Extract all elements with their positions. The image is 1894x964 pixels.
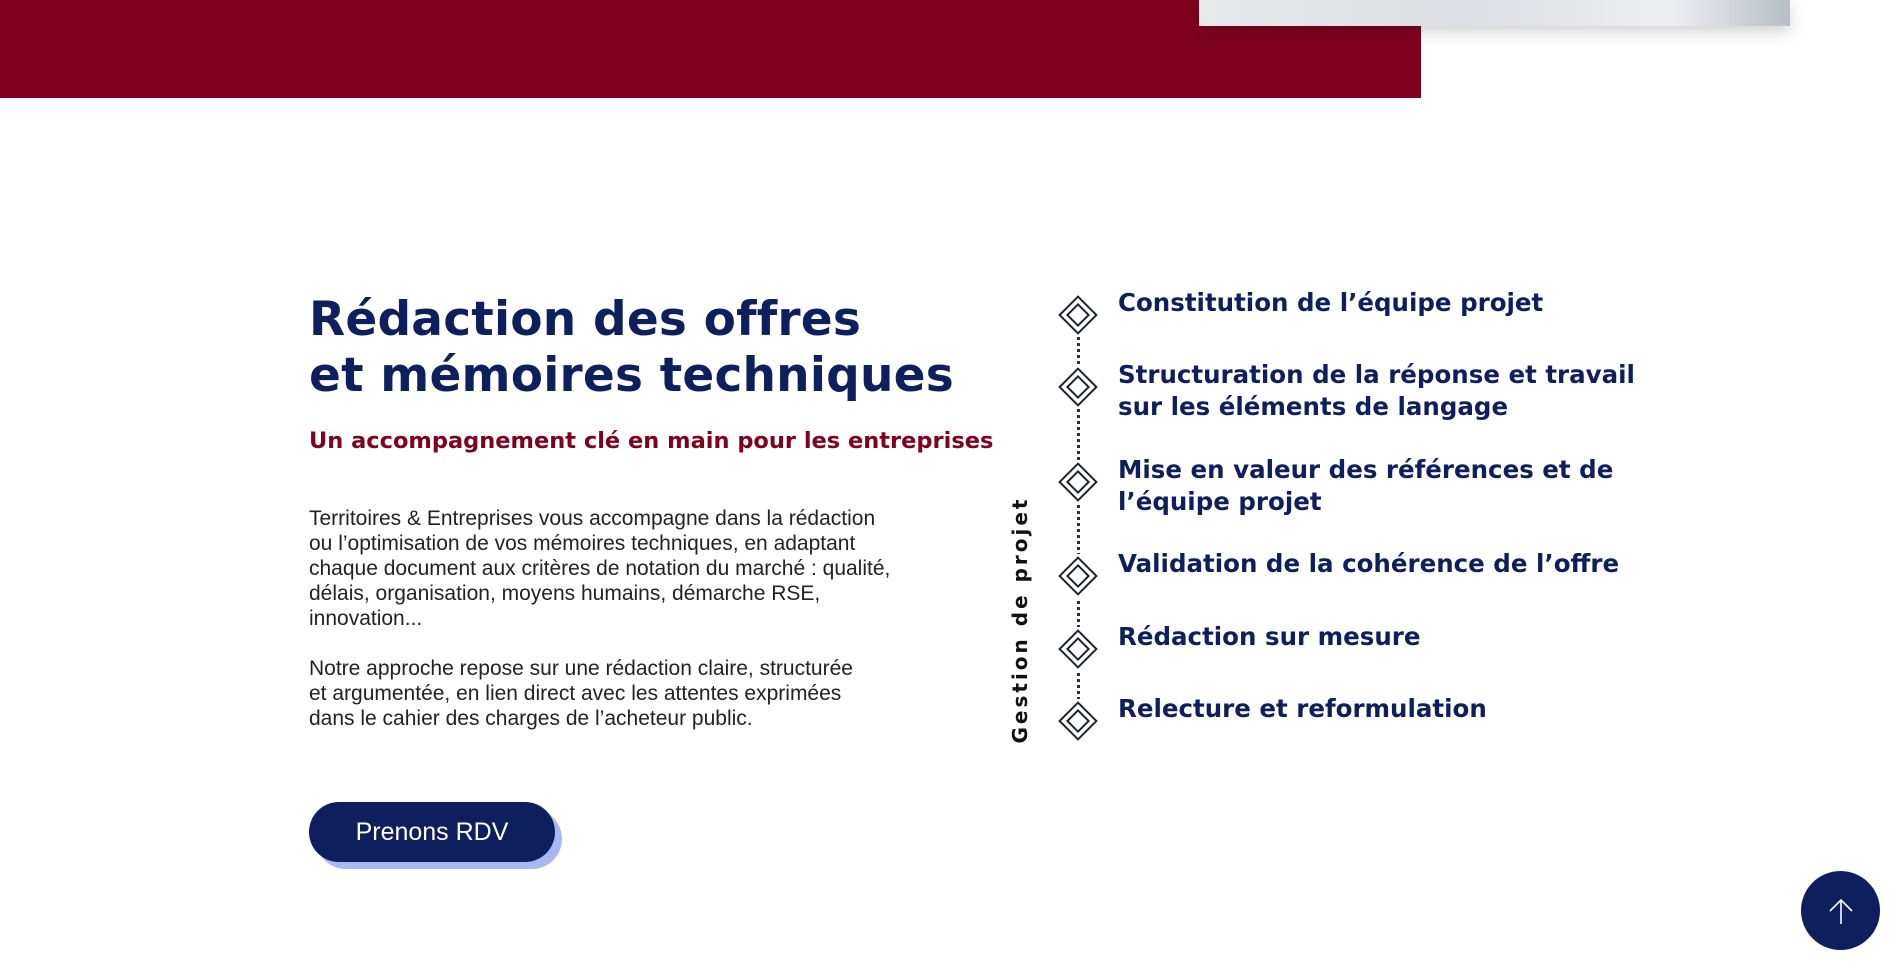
approach-paragraph-line: et argumentée, en lien direct avec les attentes exprimées <box>309 682 842 705</box>
section-title-line: Rédaction des offres <box>309 292 862 347</box>
cta-container <box>309 802 555 862</box>
section-title-line: et mémoires techniques <box>309 348 954 403</box>
timeline-step-label <box>1118 621 1421 653</box>
approach-paragraph-line: Notre approche repose sur une rédaction claire, structurée <box>309 657 853 680</box>
book-appointment-button[interactable]: Prenons RDV <box>309 802 555 862</box>
timeline-step-line: Mise en valeur des références et de <box>1118 455 1614 484</box>
section-subtitle: Un accompagnement clé en main pour les entreprises <box>309 428 994 454</box>
intro-paragraph-line: délais, organisation, moyens humains, démarche RSE, <box>309 582 821 605</box>
timeline-step-label <box>1118 454 1613 518</box>
timeline-step-label <box>1118 359 1635 423</box>
diamond-icon <box>1056 293 1100 337</box>
hero-image <box>1199 0 1790 26</box>
approach-paragraph <box>309 656 909 731</box>
intro-paragraph-line: ou l’optimisation de vos mémoires techniques, en adaptant <box>309 532 856 555</box>
timeline-step-line: Rédaction sur mesure <box>1118 622 1421 651</box>
timeline-step-line: Validation de la cohérence de l’offre <box>1118 549 1620 578</box>
timeline-vertical-label-text: Gestion de projet <box>1008 496 1032 744</box>
intro-paragraph-line: Territoires & Entreprises vous accompagne dans la rédaction <box>309 507 876 530</box>
diamond-icon <box>1056 627 1100 671</box>
timeline-step-line: Relecture et reformulation <box>1118 694 1487 723</box>
timeline-step-label <box>1118 287 1543 319</box>
diamond-icon <box>1056 365 1100 409</box>
approach-paragraph-line: dans le cahier des charges de l’acheteur public. <box>309 707 753 730</box>
timeline-step-line: sur les éléments de langage <box>1118 392 1509 421</box>
timeline-step-line: Constitution de l’équipe projet <box>1118 288 1544 317</box>
timeline-step-line: l’équipe projet <box>1118 487 1322 516</box>
back-to-top-button[interactable] <box>1801 871 1880 950</box>
section-title <box>309 292 954 404</box>
timeline-step-line: Structuration de la réponse et travail <box>1118 360 1635 389</box>
diamond-icon <box>1056 699 1100 743</box>
arrow-up-icon <box>1824 894 1858 928</box>
timeline-step-label <box>1118 548 1619 580</box>
intro-paragraph-line: chaque document aux critères de notation du marché : qualité, <box>309 557 891 580</box>
intro-paragraph-line: innovation... <box>309 607 423 630</box>
diamond-icon <box>1056 460 1100 504</box>
service-section <box>309 292 994 731</box>
timeline-step-label <box>1118 693 1487 725</box>
intro-paragraph <box>309 506 909 631</box>
diamond-icon <box>1056 554 1100 598</box>
